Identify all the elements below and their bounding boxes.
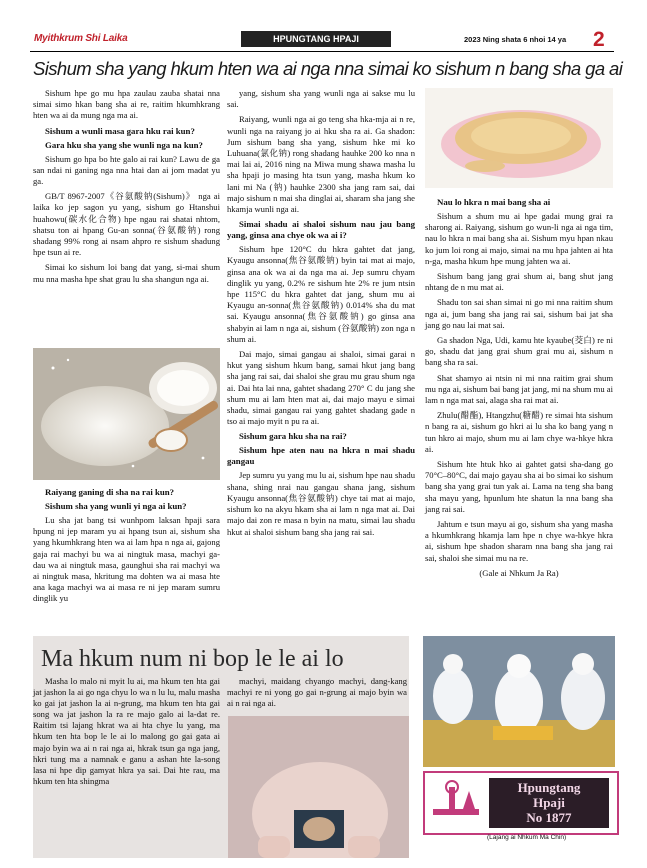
article-column-1 (33, 88, 220, 289)
paragraph: Jahtum e tsun mayu ai go, sishum sha yang masha a hkumhkrang hkamja lam hpe n chye wa-hkye hkra ai, sishum hpe shadon sharam nna bang sha jang rai sai, shaloi she simai mu na re. (425, 519, 613, 563)
article-headline: Sishum sha yang hkum hten wa ai nga nna simai ko sishum n bang sha ga ai (33, 58, 623, 79)
paragraph: Sishum hte htuk hko ai gahtet gatsi sha-dang go 70°C–80°C, dai majo gayau sha ai bo simai ko sishum bang sha yang grai tun yak ai. Lama na teng sha bang sha mayu yang, hpunlum hte shatun la nna bang sha jang rai sai. (425, 459, 613, 514)
subheading: Gara hku sha yang she wunli nga na kun? (45, 139, 203, 150)
article-column-1-continued (33, 484, 220, 609)
badge-caption: (Lajang ai Nhkum Ma Chin) (487, 834, 567, 841)
subheading: Raiyang ganing di sha na rai kun? (45, 487, 175, 497)
subheading: Sishum a wunli masa gara hku rai kun? (45, 125, 195, 136)
paragraph: Shadu ton sai shan simai ni go mi nna raitim shum nga ai, jum bang sha jang rai sai, sishum bai jat sha jang go nau lai mat sai. (425, 297, 613, 330)
feature-column-2: machyi, maidang chyango machyi, dang-kang machyi re ni yong go gai n-grung ai majo byin wa ai n rai nga ai. (227, 676, 407, 709)
subheading: Sishum hpe aten nau na hkra n mai shadu gangau (227, 445, 415, 467)
subheading: Sishum gara hku sha na rai? (239, 431, 347, 442)
author-credit: (Gale ai Nhkum Ja Ra) (479, 567, 559, 578)
paragraph: Sishum bang jang grai shum ai, bang shut jang nhtang de n mu mat ai. (425, 271, 613, 293)
paragraph: Zhulu(醋酯), Htangzhu(糖醋) re simai hta sishum n bang ra ai, sishum go hkri ai lu sha ko bang yang n tun hkro ai majo, shum mu ai lam chye wa-hkye hkra ai. (425, 410, 613, 454)
paragraph: Dai majo, simai gangau ai shaloi, simai garai n hkut yang sishum hkum bang, samai hkut jang bang sha jang rai sai, dai shaloi she grau mu grau shum nga ai. Dai hta lai nna, gahtet shadang 270° C du jang she shum mu ai lam hten mat ai, dai majo mayu e simai shadu, simai gangau rai yang gahtet shadang gade n tso ai majo myit n pu ra ai. (227, 349, 415, 427)
section-banner: HPUNGTANG HPAJI (241, 31, 391, 47)
header-rule (30, 51, 614, 52)
paragraph: GB/T 8967-2007《谷氨酸钠(Sishum)》 nga ai laika ko jep sagon yu yang, sishum go Htanshui huahowu(碳水化合物) hpe ngau rai shatai nhtom, shatsu ton ai hpang Gu-an sonna(谷氨酸钠) rong shadang 99% rong ai nsam ahpro re sishum shadung hpe tsun ai re. (33, 191, 220, 258)
paragraph: Jep sumru yu yang mu lu ai, sishum hpe nau shadu shana, shing nrai nau gangau shana jang, sishum Kyaugu ansonna(焦谷氨酸钠) chye tai mat ai majo, sishum ko na akyu hkam sha ai lam n nga mat ai. Dai majo dai zon re masa n byin na matu, simai lau shadu hkut ai shaloi sishum bang sha jang rai sai. (227, 470, 415, 537)
article-column-3 (425, 194, 613, 583)
pregnancy-photo (228, 716, 409, 858)
page-number: 2 (593, 28, 605, 51)
badge-label: Hpungtang Hpaji No 1877 (489, 778, 609, 828)
paragraph: Shat shamyo ai ntsin ni mi nna raitim grai shum mu nga ai, sishum bai bang jat jang, mi na shum mu ai lam n nga mat sai, alaga sha rai mat ai. (425, 372, 613, 406)
paragraph: Sishum a shum mu ai hpe gadai mung grai ra sharong ai. Raiyang, sishum go wun-li nga ai nga tim, nau lo hkra n mai bang sha ai. Sishum myu hpan nkau ko jum loi rong ai majo, simai na mu hpa jahten ai hta n-ga, masha hkum hpe mung jahten wa ai. (425, 211, 613, 266)
msg-crystals-photo (425, 88, 613, 188)
publication-name: Myithkrum Shi Laika (34, 33, 128, 44)
factory-workers-photo (423, 636, 615, 767)
feature-title: Ma hkum num ni bop le le ai lo (41, 646, 344, 672)
column-badge (423, 771, 619, 835)
scientist-icon (429, 779, 485, 827)
spilled-salt-photo (33, 348, 220, 480)
subheading: Simai shadu ai shaloi sishum nau jau bang yang, ginsa ana chye ok wa ai i? (227, 219, 415, 241)
subheading: Nau lo hkra n mai bang sha ai (437, 197, 551, 207)
article-column-2 (227, 88, 415, 542)
paragraph: Lu sha jat bang tsi wunhpom laksan hpaji sara hpung ni jep maram yu ai hpang tsun ai, sishum sha yang hkumhkrang hten wa ai lam hpa n nga ai, gajong gaja rai machyi bu wa ai ningtuk masa, machyi ga-dau wa ai ningtuk masa, gaunghui sha rai machyi wa ai ningtuk masa, hkritung ma dohten wa ai masa hte ana kaga machyi wa ai masa re ni jep maram sumru dinglik yu (33, 515, 220, 604)
paragraph: Sishum hpe go mu hpa zaulau zauba shatai nna simai simo hkan bang sha ai re, raitim hkumhkrang hten wa ai da mung nga ma ai. (33, 88, 220, 121)
paragraph: Raiyang, wunli nga ai go teng sha hka-mja ai n re, wunli nga na raiyang jo ai hku sha ra ai. Ga shadon: Jum sishum bang sha yang, sishum hke mi ko Luhuana(氯化钠) rong shadang hauhke 200 ko nna n mai lai ai, 2016 ning na Miwa mung shawa masha lu sha hpaji jo masing hta tsun yang, masha hkum ko lani mi Na (钠) hauhke 2300 sha jang ram sai, dai majo sishum n mai sha dinglai ai, sharam sha jang she hkamja wunli nga ai. (227, 114, 415, 215)
issue-date: 2023 Ning shata 6 nhoi 14 ya (464, 35, 567, 44)
feature-box (33, 636, 409, 858)
subheading: Sishum sha yang wunli yi nga ai kun? (45, 501, 187, 511)
paragraph: yang, sishum sha yang wunli nga ai sakse mu lu sai. (227, 88, 415, 110)
paragraph: Sishum hpe 120°C du hkra gahtet dat jang, Kyaugu ansonna(焦谷氨酸钠) byin tai mat ai majo, ginsa ana ok wa ai da nga ma ai. Jep sumru chyam dinglik yu yang, 0.2% re sishum hte 2% re jum ntsin hpe 115°C du hkra gahtet dat jang, shum mu ai Kyaugu an-sonna(焦谷氨酸钠) 0.014% sha du mat sai. Kyaugu ansonna(焦谷氨酸钠) go ginsa ana shabyin ai lam n nga ai, sishum (谷氨酸钠) zon nga n shum ai. (227, 244, 415, 344)
paragraph: Simai ko sishum loi bang dat yang, si-mai shum mu nna masha hpe shat grau lu sha shangun nga ai. (33, 262, 220, 284)
paragraph: Ga shadon Nga, Udi, kamu hte kyaube(茭白) re ni go, shadu dat jang grai shum grai mu ai, sishum n bang sha ra sai. (425, 335, 613, 368)
paragraph: Sishum go hpa bo hte galo ai rai kun? Lawu de ga san ndai ni ganing nga nna htai dan ai jom madat yu ga. (33, 153, 220, 187)
feature-column-1: Masha lo malo ni myit lu ai, ma hkum ten hta gai jat jashon la ai go nga chyu lo wa n lu lu, malu masha ko gai jat jashon la ai n-grung, ma hkum ten hta gai song wa jat jashon la ra re majo galo ai la-dat re. Raitim tsi lajang hkrat wa ai hta chye lu yang, ma hkum ten hta bop le le ai lo malong go gai gata ai majo byin wa ai n rai nga ai, hkrak tsun ga nga jang, hkri tung ma a namnak e ganu a ashan hte la-song lasa ni hpe dip gamyat hkra ya sai. Dai hte rau, ma hkum ten hta shingma (33, 676, 220, 786)
